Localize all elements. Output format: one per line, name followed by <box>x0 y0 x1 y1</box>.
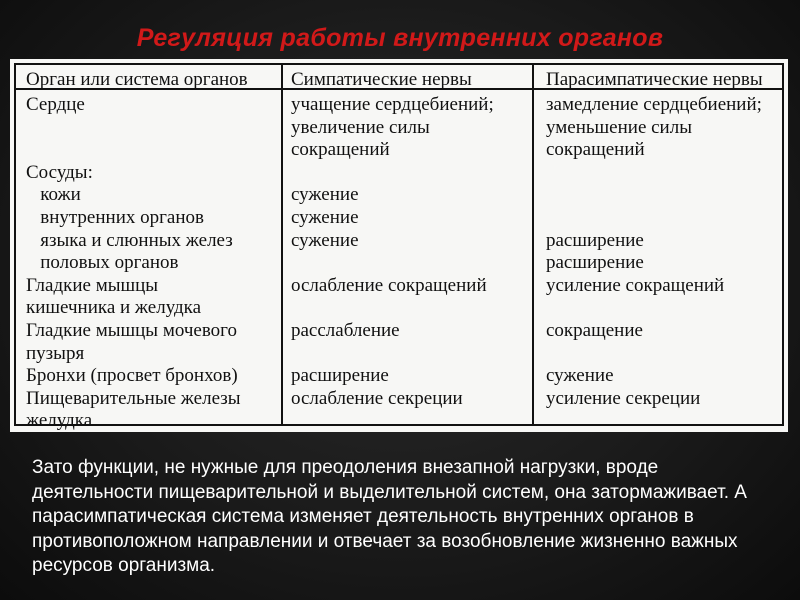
column-sympathetic: учащение сердцебиений; увеличение силы сокращений сужение сужение сужение ослабление сокращений расслабление расширение ослабление секреции <box>291 94 494 409</box>
caption-text: Зато функции, не нужные для преодоления внезапной нагрузки, вроде деятельности пищеварительной и выделительной систем, она затормаживает. А парасимпатическая система изменяет деятельность внутренних органов в противоположном направлении и отвечает за возобновление жизненно важных ресурсов организма. <box>32 457 747 577</box>
regulation-table <box>10 59 788 432</box>
table-grid <box>14 63 784 432</box>
column-organ: Сердце Сосуды: кожи внутренних органов языка и слюнных желез половых органов Гладкие мышцы кишечника и желудка Гладкие мышцы мочевого пузыря Бронхи (просвет бронхов) Пищеварительные железы желудка <box>26 94 241 432</box>
header-parasympathetic: Парасимпатические нервы <box>546 69 763 90</box>
header-organ: Орган или система органов <box>26 69 248 90</box>
header-sympathetic: Симпатические нервы <box>291 69 472 90</box>
slide-title: Регуляция работы внутренних органов <box>136 24 664 52</box>
column-divider <box>281 65 283 424</box>
column-divider <box>532 65 534 424</box>
column-parasympathetic: замедление сердцебиений; уменьшение силы сокращений расширение расширение усиление сокращений сокращение сужение усиление секреции <box>546 94 762 409</box>
